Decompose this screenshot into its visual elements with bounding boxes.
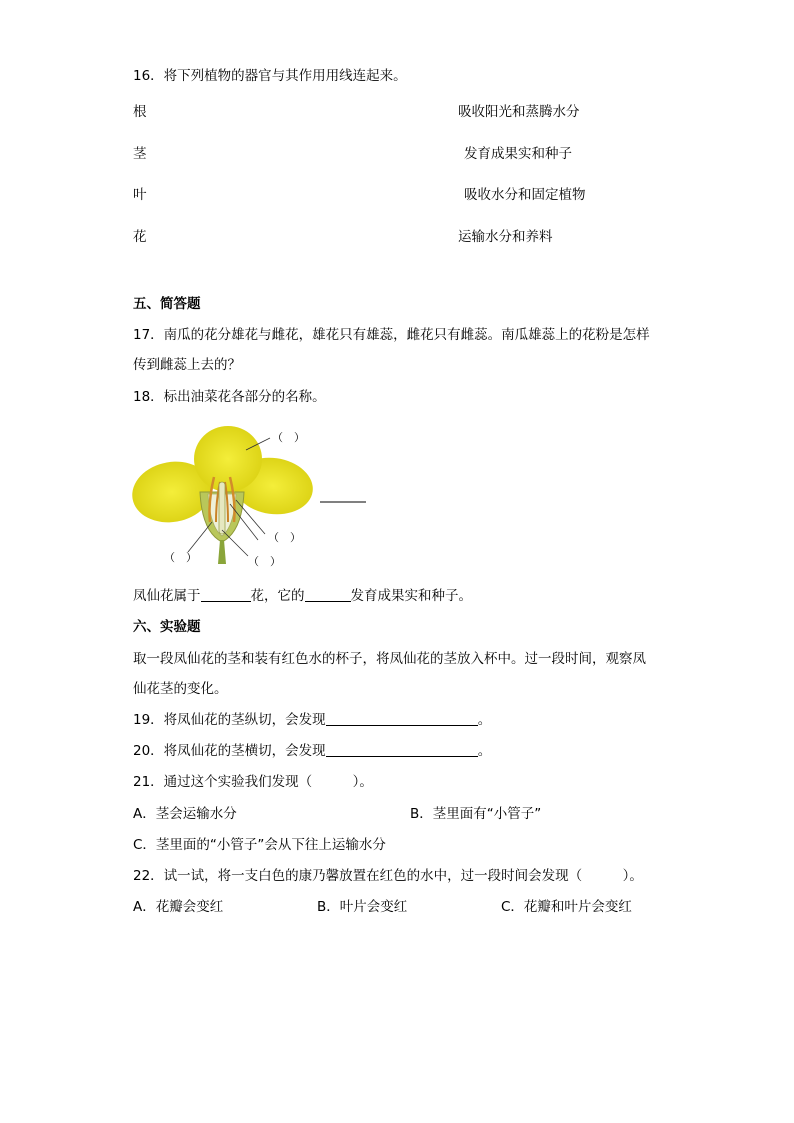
rapeseed-flower-figure <box>130 422 430 572</box>
question-20-end: 。 <box>477 743 492 759</box>
experiment-intro-line-1: 取一段凤仙花的茎和装有红色水的杯子，将凤仙花的茎放入杯中。过一段时间，观察凤 <box>133 651 646 667</box>
label-petal: （ ） <box>272 431 305 444</box>
function-1: 吸收阳光和蒸腾水分 <box>458 104 580 120</box>
flower-stalk <box>218 540 226 564</box>
label-stamen: （ ） <box>268 531 301 544</box>
question-21-option-c[interactable]: C．茎里面的“小管子”会从下往上运输水分 <box>133 837 386 853</box>
function-4: 运输水分和养料 <box>458 229 553 245</box>
question-22-option-b[interactable]: B．叶片会变红 <box>317 899 408 915</box>
fill-text-3: 发育成果实和种子。 <box>350 588 472 604</box>
question-22-option-c[interactable]: C．花瓣和叶片会变红 <box>501 899 632 915</box>
question-19 <box>133 711 491 729</box>
function-3: 吸收水分和固定植物 <box>464 187 586 203</box>
fill-text-1: 凤仙花属于 <box>133 588 201 604</box>
label-sepal: （ ） <box>164 551 197 564</box>
question-18-stem: 18．标出油菜花各部分的名称。 <box>133 389 326 405</box>
question-20 <box>133 742 491 760</box>
question-16-stem: 16．将下列植物的器官与其作用用线连起来。 <box>133 68 407 84</box>
question-22-option-a[interactable]: A．花瓣会变红 <box>133 899 224 915</box>
question-22-stem: 22．试一试，将一支白色的康乃馨放置在红色的水中，过一段时间会发现（ ）。 <box>133 868 643 884</box>
organ-leaf: 叶 <box>133 187 147 203</box>
question-21-stem: 21．通过这个实验我们发现（ ）。 <box>133 774 373 790</box>
section-5-title: 五、简答题 <box>133 296 201 312</box>
question-20-text: 20．将凤仙花的茎横切，会发现 <box>133 743 326 759</box>
pistil <box>219 482 225 534</box>
experiment-intro-line-2: 仙花茎的变化。 <box>133 681 228 697</box>
question-19-end: 。 <box>477 712 492 728</box>
fill-text-2: 花，它的 <box>250 588 305 604</box>
blank-part[interactable] <box>305 587 351 602</box>
section-6-title: 六、实验题 <box>133 619 201 635</box>
question-17-line-2: 传到雌蕊上去的？ <box>133 357 241 373</box>
fill-blank-sentence <box>133 587 472 605</box>
label-pistil: （ ） <box>248 555 281 568</box>
blank-q19[interactable] <box>326 711 478 726</box>
function-2: 发育成果实和种子 <box>464 146 572 162</box>
organ-flower: 花 <box>133 229 147 245</box>
question-21-option-b[interactable]: B．茎里面有“小管子” <box>410 806 542 822</box>
blank-flower-type[interactable] <box>201 587 251 602</box>
question-19-text: 19．将凤仙花的茎纵切，会发现 <box>133 712 326 728</box>
blank-q20[interactable] <box>326 742 478 757</box>
question-17-line-1: 17．南瓜的花分雄花与雌花，雄花只有雄蕊，雌花只有雌蕊。南瓜雄蕊上的花粉是怎样 <box>133 327 650 343</box>
top-petal <box>194 426 262 492</box>
flower-illustration <box>130 422 430 572</box>
organ-root: 根 <box>133 104 147 120</box>
organ-stem: 茎 <box>133 146 147 162</box>
question-21-option-a[interactable]: A．茎会运输水分 <box>133 806 237 822</box>
